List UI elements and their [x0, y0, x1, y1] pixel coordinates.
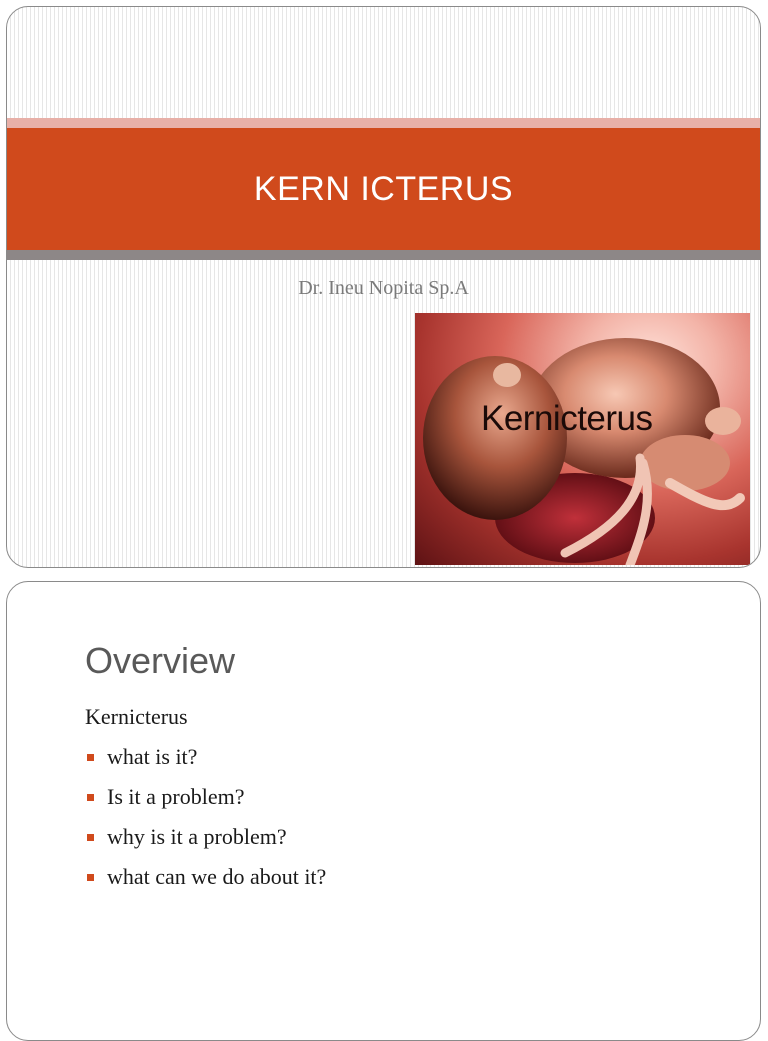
accent-stripe-bottom: [7, 250, 760, 260]
bullet-square-icon: [87, 874, 94, 881]
bullet-list: [85, 742, 326, 902]
bullet-text: what is it?: [107, 744, 198, 769]
bullet-text: Is it a problem?: [107, 784, 245, 809]
bullet-text: why is it a problem?: [107, 824, 287, 849]
bullet-square-icon: [87, 834, 94, 841]
bullet-square-icon: [87, 794, 94, 801]
overview-intro: Kernicterus: [85, 704, 188, 729]
slide-subtitle: Dr. Ineu Nopita Sp.A: [298, 277, 469, 299]
list-item: [85, 822, 326, 862]
overview-heading: Overview: [85, 640, 236, 681]
overview-slide: [6, 581, 761, 1041]
fetus-illustration: [415, 313, 750, 565]
title-bar: [7, 128, 760, 250]
accent-stripe-top: [7, 118, 760, 128]
bullet-text: what can we do about it?: [107, 864, 327, 889]
bullet-square-icon: [87, 754, 94, 761]
slide-title: KERN ICTERUS: [253, 169, 514, 208]
list-item: [85, 782, 326, 822]
list-item: [85, 862, 326, 902]
fetus-image: [415, 313, 750, 565]
list-item: [85, 742, 326, 782]
image-caption: Kernicterus: [481, 399, 653, 438]
title-slide: [6, 6, 761, 568]
